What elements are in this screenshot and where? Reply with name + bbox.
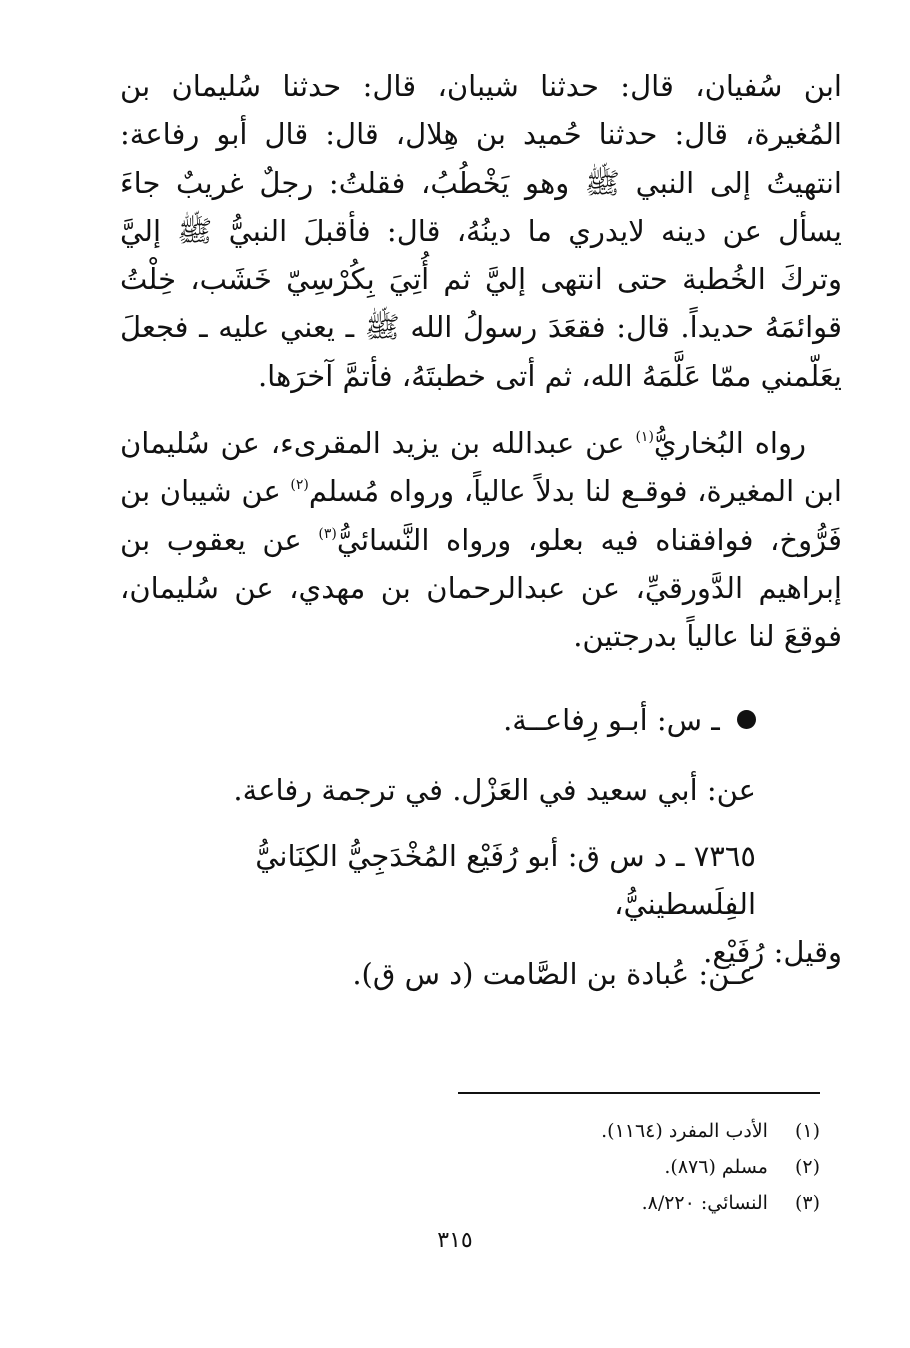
footnote-3: (٣) النسائي: ٨/٢٢٠. [641,1192,820,1214]
main-text-block [120,62,842,661]
footnote-1: (١) الأدب المفرد (١١٦٤). [601,1120,820,1142]
entry-name: أبـو رِفاعــة. [503,703,648,737]
hadith-narration: ابن سُفيان، قال: حدثنا شيبان، قال: حدثنا سُليمان بن المُغيرة، قال: حدثنا حُميد بن هِلال، قال: قال أبو رفاعة: انتهيتُ إلى النبي ﷺ وهو يَخْطُبُ، فقلتُ: رجلٌ غريبٌ جاءَ يسأل عن دينه لايدري ما دينُهُ، قال: فأقبلَ النبيُّ ﷺ إليَّ وتركَ الخُطبة حتى انتهى إليَّ ثم أُتِيَ بِكُرْسِيّ خَشَب، خِلْتُ قوائمَهُ حديداً. قال: فقعَدَ رسولُ الله ﷺ ـ يعني عليه ـ فجعلَ يعَلّمني ممّا عَلَّمَهُ الله، ثم أتى خطبتَهُ، فأتمَّ آخرَها. [120,69,842,393]
entry-number: ٧٣٦٥ [693,839,756,873]
entry-7365-narrates-from: عـن: عُبادة بن الصَّامت (د س ق). [352,957,756,991]
entry-code: ـ س: [656,703,720,737]
footnote-ref-1[interactable]: (١) [635,429,654,446]
footnote-2: (٢) مسلم (٨٧٦). [664,1156,820,1178]
takhrij-part-2: عن عبدالله بن يزيد المقرىء، عن سُليمان ابن المغيرة، فوقـع لنا بدلاً عالياً، ورواه مُسلم [120,426,842,509]
takhrij-part-4: عن يعقوب بن إبراهيم الدَّورقيِّ، عن عبدالرحمان بن مهدي، عن سُليمان، فوقعَ لنا عالياً بدرجتين. [120,522,842,654]
takhrij-paragraph [120,419,842,660]
takhrij-part-1: رواه البُخاريُّ [653,426,806,461]
takhrij-part-3: عن شيبان بن فَرُّوخ، فوافقناه فيه بعلو، ورواه النَّسائيُّ [120,474,842,557]
entry-code: ـ د س ق: [567,839,685,873]
entry-abu-rifaa-narrates-from: عن: أبي سعيد في العَزْل. في ترجمة رفاعة. [233,773,756,807]
entry-abu-rifaa [120,696,842,744]
footnotes [380,1113,820,1221]
entry-alt-name: وقيل: رُفَيْع. [703,935,842,969]
footnote-ref-3[interactable]: (٣) [318,525,337,542]
bullet-icon [737,710,756,729]
page-number: ٣١٥ [437,1228,473,1253]
footnote-divider [458,1092,820,1094]
footnote-ref-2[interactable]: (٢) [290,477,309,494]
entry-name: أبو رُفَيْع المُخْدَجِيُّ الكِنَانيُّ الفِلَسطينيُّ، [255,839,756,921]
